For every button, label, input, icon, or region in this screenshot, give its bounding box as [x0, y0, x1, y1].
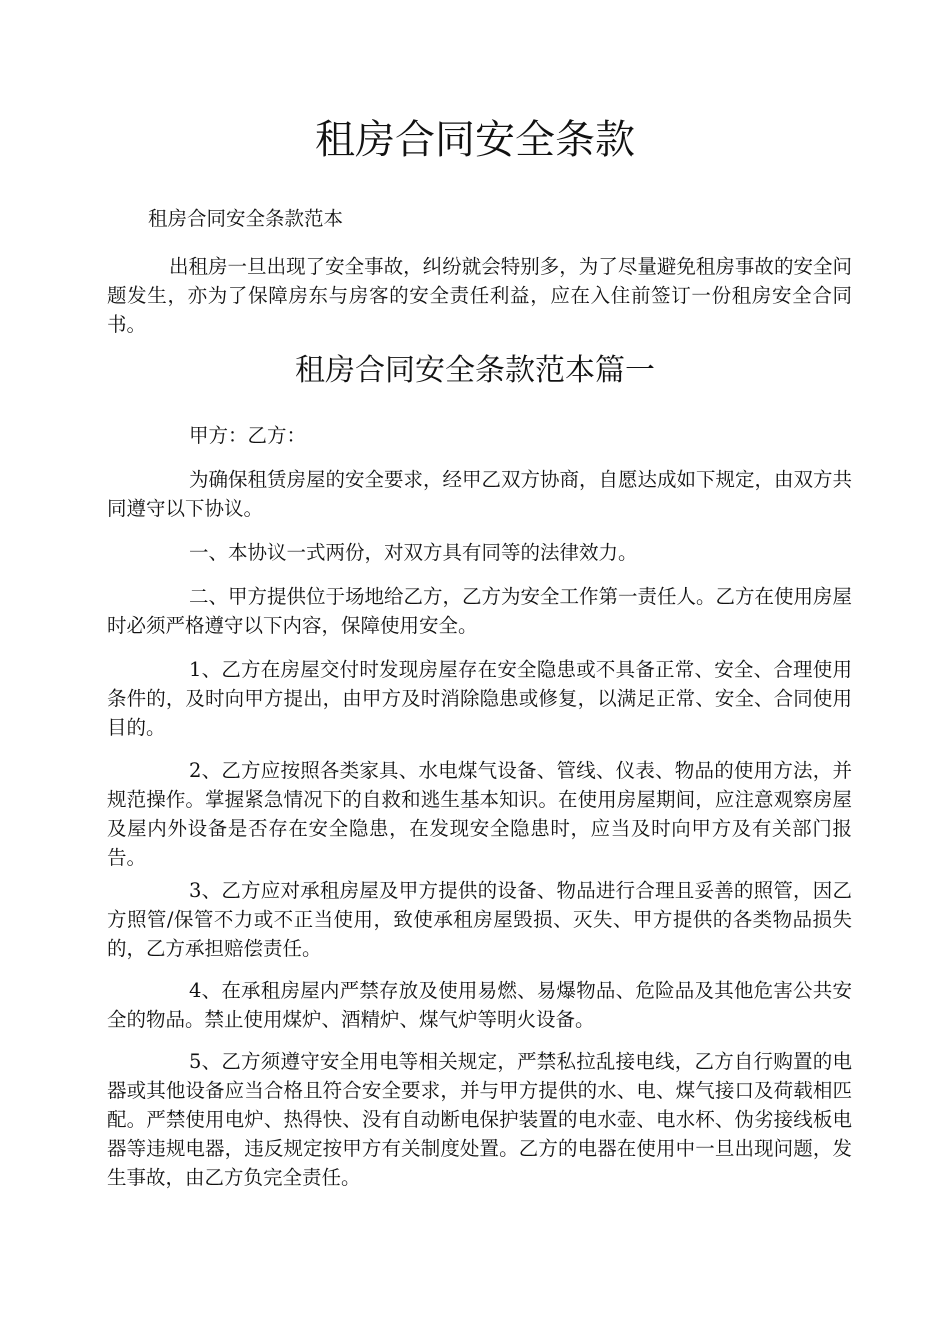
- intro-label: 租房合同安全条款范本: [148, 207, 344, 230]
- clause-item-2: 2、乙方应按照各类家具、水电煤气设备、管线、仪表、物品的使用方法，并规范操作。掌握紧急情况下的自救和逃生基本知识。在使用房屋期间，应注意观察房屋及屋内外设备是否存在安全隐患，在发现安全隐患时，应当及时向甲方及有关部门报告。: [107, 759, 852, 869]
- parties-line: 甲方：乙方：: [189, 424, 307, 447]
- clause-item-4: 4、在承租房屋内严禁存放及使用易燃、易爆物品、危险品及其他危害公共安全的物品。禁止使用煤炉、酒精炉、煤气炉等明火设备。: [107, 979, 852, 1031]
- section-title: 租房合同安全条款范本篇一: [295, 353, 655, 388]
- agreement-preamble: 为确保租赁房屋的安全要求，经甲乙双方协商，自愿达成如下规定，由双方共同遵守以下协议。: [107, 468, 853, 520]
- intro-paragraph: 出租房一旦出现了安全事故，纠纷就会特别多，为了尽量避免租房事故的安全问题发生，亦为了保障房东与房客的安全责任利益，应在入住前签订一份租房安全合同书。: [107, 255, 852, 336]
- clause-item-3: 3、乙方应对承租房屋及甲方提供的设备、物品进行合理且妥善的照管，因乙方照管/保管不力或不正当使用，致使承租房屋毁损、灭失、甲方提供的各类物品损失的，乙方承担赔偿责任。: [107, 879, 852, 960]
- clause-item-5: 5、乙方须遵守安全用电等相关规定，严禁私拉乱接电线，乙方自行购置的电器或其他设备应当合格且符合安全要求，并与甲方提供的水、电、煤气接口及荷载相匹配。严禁使用电炉、热得快、没有自动断电保护装置的电水壶、电水杯、伪劣接线板电器等违规电器，违反规定按甲方有关制度处置。乙方的电器在使用中一旦出现问题，发生事故，由乙方负完全责任。: [107, 1050, 852, 1189]
- clause-item-1: 1、乙方在房屋交付时发现房屋存在安全隐患或不具备正常、安全、合理使用条件的，及时向甲方提出，由甲方及时消除隐患或修复，以满足正常、安全、合同使用目的。: [107, 658, 852, 739]
- clause-one: 一、本协议一式两份，对双方具有同等的法律效力。: [189, 541, 638, 564]
- document-title: 租房合同安全条款: [315, 117, 635, 163]
- clause-two: 二、甲方提供位于场地给乙方，乙方为安全工作第一责任人。乙方在使用房屋时必须严格遵守以下内容，保障使用安全。: [107, 585, 853, 637]
